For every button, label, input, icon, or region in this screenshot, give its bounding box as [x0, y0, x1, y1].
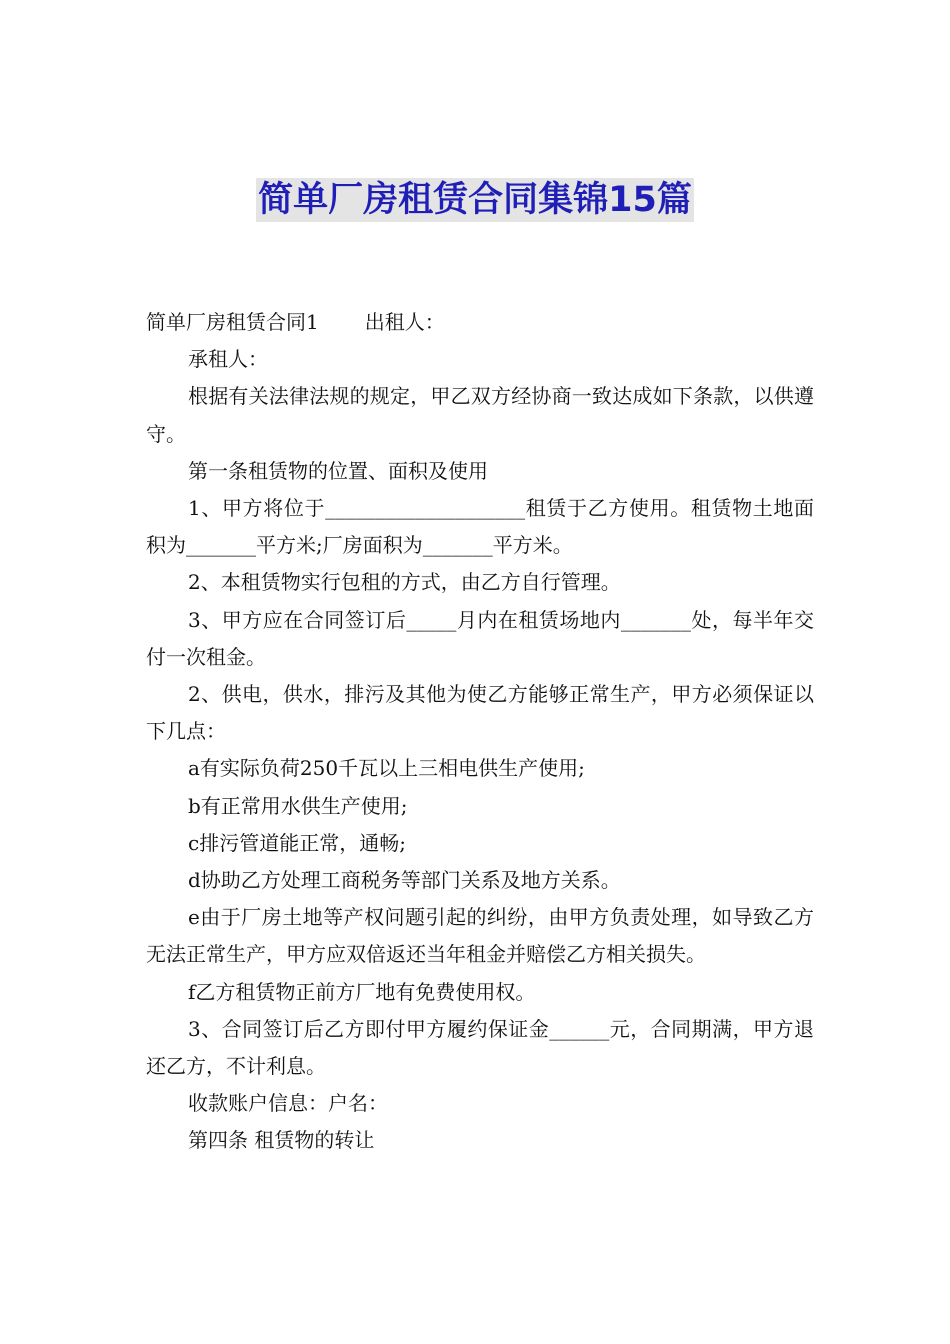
- paragraph-article-1-heading: 第一条租赁物的位置、面积及使用: [188, 458, 488, 483]
- paragraph-clause-1: 1、甲方将位于____________________租赁于乙方使用。租赁物土地面积为_______平方米;厂房面积为_______平方米。: [146, 496, 814, 558]
- paragraph-account-info: 收款账户信息：户名：: [188, 1091, 388, 1116]
- paragraph-item-e: e由于厂房土地等产权问题引起的纠纷，由甲方负责处理，如导致乙方无法正常生产，甲方应双倍返还当年租金并赔偿乙方相关损失。: [146, 905, 814, 967]
- paragraph-item-b: b有正常用水供生产使用;: [188, 793, 408, 818]
- title-block: [0, 178, 950, 222]
- paragraph-lessee: 承租人：: [188, 347, 268, 372]
- paragraph-item-c: c排污管道能正常，通畅;: [188, 830, 406, 855]
- paragraph-article-4-heading: 第四条 租赁物的转让: [188, 1128, 375, 1153]
- document-body: [146, 304, 814, 1160]
- paragraph-item-d: d协助乙方处理工商税务等部门关系及地方关系。: [188, 868, 621, 893]
- lessor-label: 出租人：: [364, 310, 445, 334]
- paragraph-clause-3: 3、甲方应在合同签订后_____月内在租赁场地内_______处，每半年交付一次租金。: [146, 607, 814, 669]
- paragraph-item-a: a有实际负荷250千瓦以上三相电供生产使用;: [188, 756, 585, 781]
- paragraph-utilities: 2、供电，供水，排污及其他为使乙方能够正常生产，甲方必须保证以下几点：: [146, 682, 814, 744]
- paragraph-lessor: [146, 304, 814, 341]
- paragraph-item-f: f乙方租赁物正前方厂地有免费使用权。: [188, 979, 536, 1004]
- document-title: 简单厂房租赁合同集锦15篇: [258, 180, 692, 220]
- paragraph-clause-2: 2、本租赁物实行包租的方式，由乙方自行管理。: [188, 570, 621, 595]
- paragraph-preamble: 根据有关法律法规的规定，甲乙双方经协商一致达成如下条款，以供遵守。: [146, 384, 814, 446]
- paragraph-deposit: 3、合同签订后乙方即付甲方履约保证金______元，合同期满，甲方退还乙方，不计利息。: [146, 1016, 814, 1079]
- section-heading: 简单厂房租赁合同1: [146, 310, 319, 334]
